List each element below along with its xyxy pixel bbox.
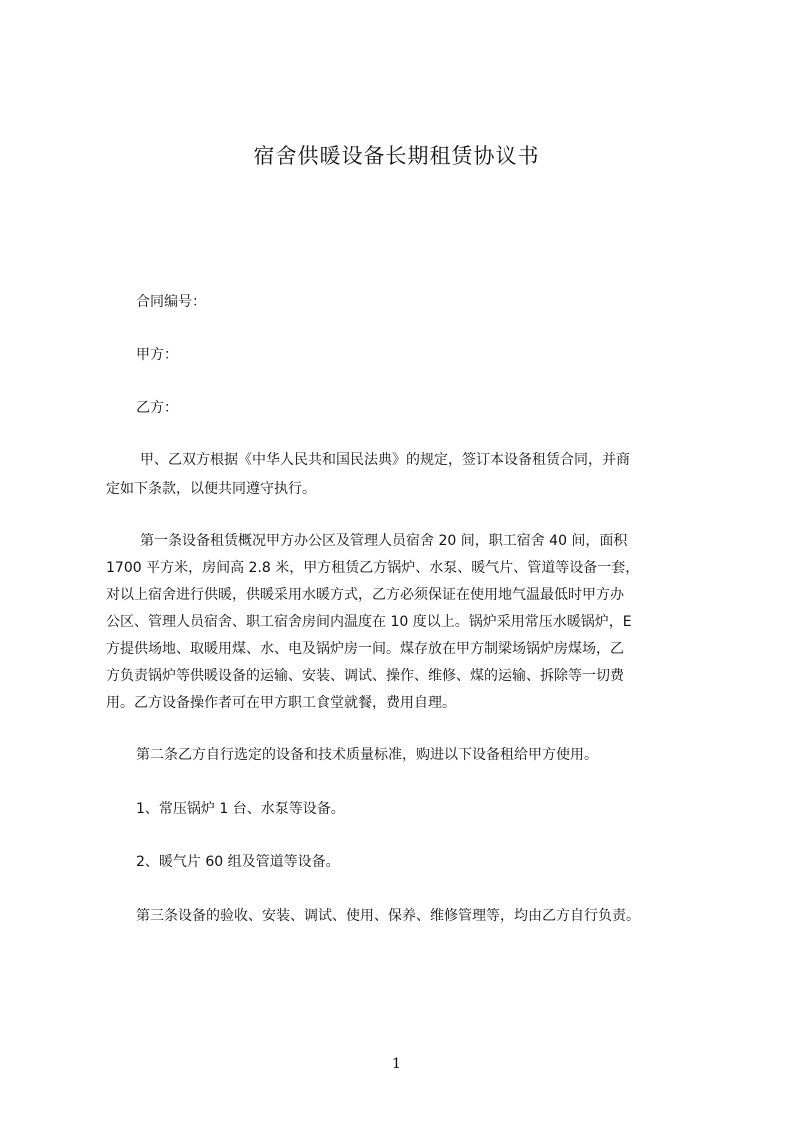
document-title: 宿舍供暖设备长期租赁协议书 bbox=[253, 144, 540, 168]
intro-line: 定如下条款，以便共同遵守执行。 bbox=[106, 481, 316, 497]
article-1-line: 对以上宿舍进行供暖，供暖采用水暖方式，乙方必须保证在使用地气温最低时甲方办 bbox=[106, 587, 624, 603]
article-1-line: 公区、管理人员宿舍、职工宿舍房间内温度在 10 度以上。锅炉采用常压水暖锅炉，E bbox=[106, 614, 632, 630]
article-1-line: 1700 平方米，房间高 2.8 米，甲方租赁乙方锅炉、水泵、暖气片、管道等设备一套， bbox=[106, 560, 640, 576]
intro-line: 甲、乙双方根据《中华人民共和国民法典》的规定，签订本设备租赁合同，并商 bbox=[140, 452, 630, 468]
article-1-line: 方提供场地、取暖用煤、水、电及锅炉房一间。煤存放在甲方制梁场锅炉房煤场，乙 bbox=[106, 641, 624, 657]
contract-number-label: 合同编号： bbox=[136, 294, 206, 310]
party-b-label: 乙方： bbox=[136, 400, 178, 416]
party-a-label: 甲方： bbox=[136, 347, 178, 363]
equipment-item-2: 2、暖气片 60 组及管道等设备。 bbox=[136, 854, 340, 870]
equipment-item-1: 1、常压锅炉 1 台、水泵等设备。 bbox=[136, 801, 345, 817]
article-1-line: 用。乙方设备操作者可在甲方职工食堂就餐，费用自理。 bbox=[106, 695, 456, 711]
article-1-line: 方负责锅炉等供暖设备的运输、安装、调试、操作、维修、煤的运输、拆除等一切费 bbox=[106, 668, 624, 684]
article-1-line: 第一条设备租赁概况甲方办公区及管理人员宿舍 20 间，职工宿舍 40 间，面积 bbox=[140, 533, 628, 549]
page-number: 1 bbox=[392, 1056, 401, 1072]
article-3: 第三条设备的验收、安装、调试、使用、保养、维修管理等，均由乙方自行负责。 bbox=[136, 908, 640, 924]
article-2: 第二条乙方自行选定的设备和技术质量标准，购进以下设备租给甲方使用。 bbox=[136, 747, 598, 763]
